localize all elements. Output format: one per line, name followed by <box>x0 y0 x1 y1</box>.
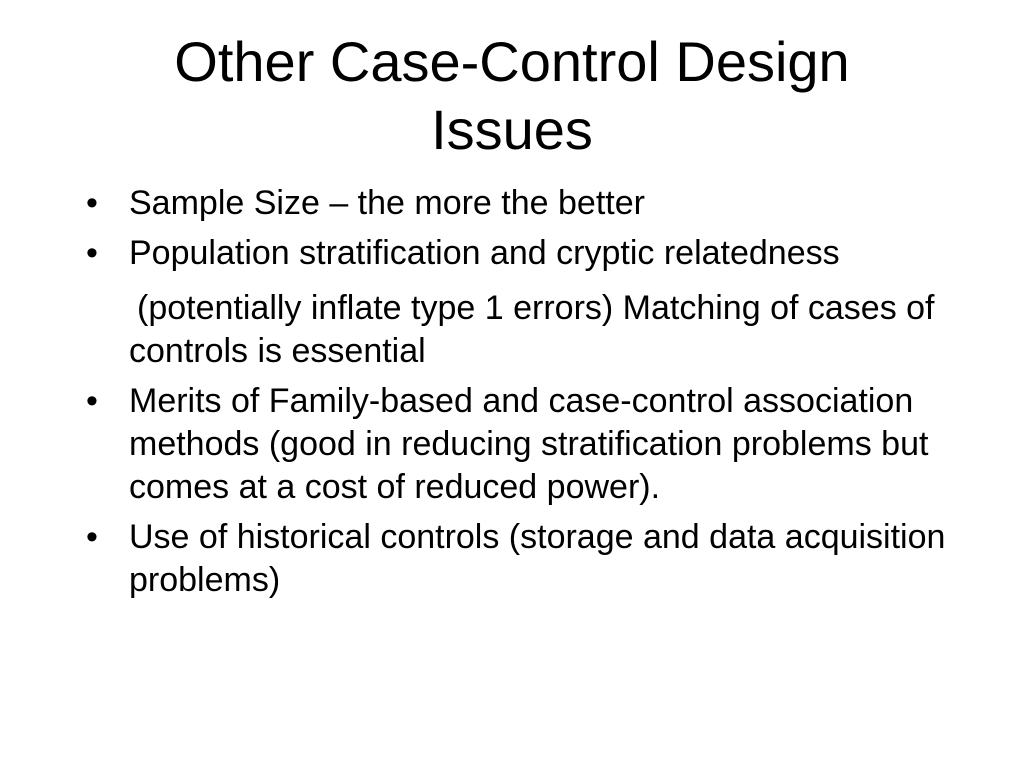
bullet-text: Merits of Family-based and case-control association methods (good in reducing stratification problems but comes at a cost of reduced power). <box>129 382 929 506</box>
bullet-icon: • <box>86 184 98 222</box>
bullet-text: Use of historical controls (storage and data acquisition problems) <box>129 518 946 599</box>
bullet-item-population-stratification <box>86 232 966 275</box>
bullet-text: Population stratification and cryptic relatedness <box>129 234 840 272</box>
bullet-item-historical-controls <box>86 516 966 602</box>
bullet-list <box>86 182 966 609</box>
slide-title-line-2: Issues <box>431 98 593 161</box>
bullet-text: Sample Size – the more the better <box>129 184 645 222</box>
bullet-icon: • <box>86 234 98 272</box>
bullet-icon: • <box>86 382 98 420</box>
slide-title <box>60 28 964 164</box>
bullet-icon: • <box>86 518 98 556</box>
bullet-continuation <box>86 287 966 373</box>
bullet-item-family-based <box>86 380 966 509</box>
bullet-item-sample-size <box>86 182 966 225</box>
slide-title-line-1: Other Case-Control Design <box>174 30 850 93</box>
continuation-text: (potentially inflate type 1 errors) Matching of cases of controls is essential <box>129 289 935 370</box>
